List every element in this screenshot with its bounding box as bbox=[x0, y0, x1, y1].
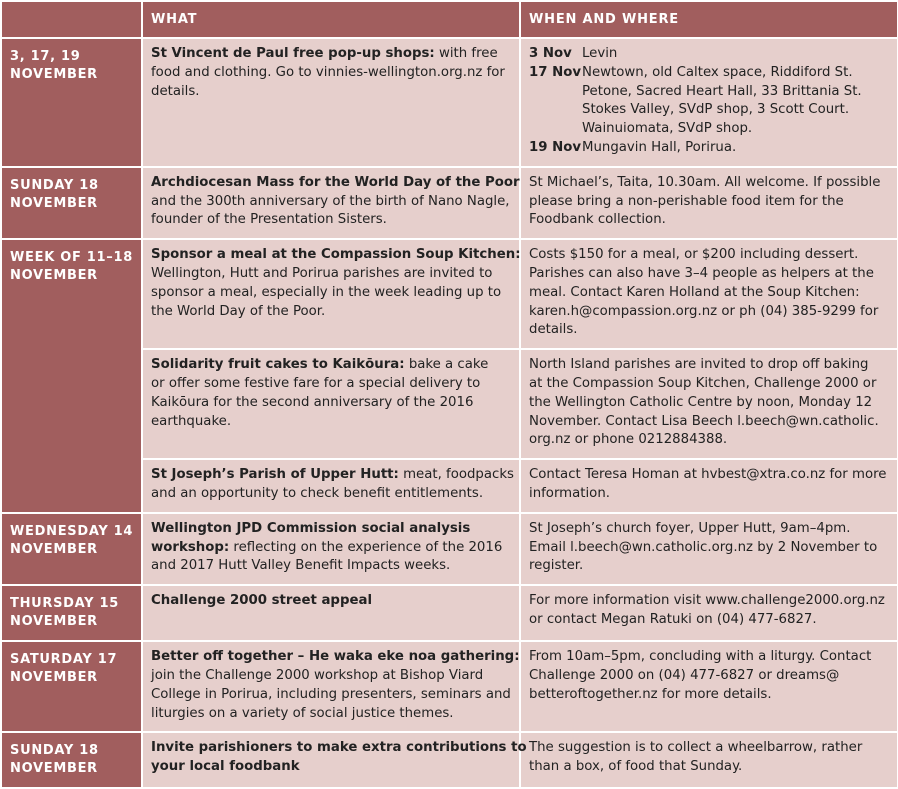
where-line: Parishes can also have 3–4 people as helpers at the bbox=[529, 265, 874, 281]
date-cell bbox=[1, 585, 142, 641]
where-cell bbox=[520, 513, 898, 585]
event-desc: food and clothing. Go to vinnies-wellington.org.nz for bbox=[151, 64, 505, 80]
where-line: or contact Megan Ratuki on (04) 477-6827. bbox=[529, 611, 817, 627]
event-desc: Kaikōura for the second anniversary of the 2016 bbox=[151, 394, 474, 410]
where-cell bbox=[520, 349, 898, 459]
where-line: Challenge 2000 on (04) 477-6827 or dreams@ bbox=[529, 667, 840, 683]
event-title: Wellington JPD Commission social analysis bbox=[151, 520, 471, 536]
schedule-list bbox=[529, 45, 889, 158]
table-row bbox=[1, 641, 898, 732]
event-desc: sponsor a meal, especially in the week leading up to bbox=[151, 284, 502, 300]
where-line: North Island parishes are invited to drop off baking bbox=[529, 357, 869, 373]
schedule-place: Stokes Valley, SVdP shop, 3 Scott Court. bbox=[582, 102, 850, 118]
date-line: NOVEMBER bbox=[10, 67, 98, 82]
date-line: SUNDAY 18 bbox=[10, 177, 99, 193]
where-line: For more information visit www.challenge2000.org.nz bbox=[529, 593, 885, 609]
where-line: From 10am–5pm, concluding with a liturgy. Contact bbox=[529, 649, 872, 665]
date-line: WEEK OF 11–18 bbox=[10, 250, 133, 266]
event-desc: reflecting on the experience of the 2016 bbox=[229, 539, 503, 555]
event-desc: and the 300th anniversary of the birth of Nano Nagle, bbox=[151, 193, 510, 209]
where-line: betteroftogether.nz for more details. bbox=[529, 686, 772, 702]
event-title: workshop: bbox=[151, 539, 230, 555]
where-cell bbox=[520, 641, 898, 732]
schedule-place: Petone, Sacred Heart Hall, 33 Brittania St. bbox=[582, 83, 862, 99]
schedule-place: Mungavin Hall, Porirua. bbox=[582, 139, 737, 155]
schedule-place: Levin bbox=[582, 46, 618, 61]
where-line: than a box, of food that Sunday. bbox=[529, 759, 743, 775]
where-line: St Michael’s, Taita, 10.30am. All welcome. If possible bbox=[529, 174, 881, 190]
event-title: St Vincent de Paul free pop-up shops: bbox=[151, 46, 435, 61]
table-row bbox=[1, 513, 898, 585]
date-line: SUNDAY 18 bbox=[10, 743, 99, 759]
table-row bbox=[1, 239, 898, 349]
event-title: Sponsor a meal at the Compassion Soup Kitchen: bbox=[151, 247, 521, 263]
date-line: NOVEMBER bbox=[10, 614, 98, 630]
where-line: Contact Teresa Homan at hvbest@xtra.co.nz for more bbox=[529, 467, 887, 483]
where-line: register. bbox=[529, 558, 584, 574]
where-cell bbox=[520, 585, 898, 641]
where-line: details. bbox=[529, 322, 578, 338]
where-line: the Wellington Catholic Centre by noon, Monday 12 bbox=[529, 394, 873, 410]
date-cell bbox=[1, 513, 142, 585]
where-line: Email l.beech@wn.catholic.org.nz by 2 November to bbox=[529, 539, 878, 555]
table-row bbox=[1, 167, 898, 239]
where-line: meal. Contact Karen Holland at the Soup Kitchen: bbox=[529, 284, 860, 300]
where-cell bbox=[520, 239, 898, 349]
date-line: WEDNESDAY 14 bbox=[10, 523, 134, 539]
where-cell bbox=[520, 459, 898, 513]
header-what: WHAT bbox=[142, 1, 520, 38]
date-line: SATURDAY 17 bbox=[10, 652, 118, 668]
what-cell bbox=[142, 641, 520, 732]
date-line: NOVEMBER bbox=[10, 195, 98, 211]
event-desc: earthquake. bbox=[151, 413, 232, 429]
date-line: NOVEMBER bbox=[10, 670, 98, 686]
event-desc: and an opportunity to check benefit entitlements. bbox=[151, 485, 484, 501]
event-desc: bake a cake bbox=[404, 357, 489, 373]
event-desc: Wellington, Hutt and Porirua parishes are invited to bbox=[151, 265, 493, 281]
event-title: Challenge 2000 street appeal bbox=[151, 593, 373, 609]
schedule-place: Newtown, old Caltex space, Riddiford St. bbox=[582, 64, 853, 80]
what-cell bbox=[142, 732, 527, 788]
where-line: Foodbank collection. bbox=[529, 212, 666, 228]
header-when-where: WHEN AND WHERE bbox=[520, 1, 898, 38]
date-line: NOVEMBER bbox=[10, 541, 98, 557]
event-desc: details. bbox=[151, 83, 200, 99]
schedule-day: 3 Nov bbox=[529, 46, 572, 61]
event-desc: with free bbox=[434, 46, 498, 61]
event-desc: the World Day of the Poor. bbox=[151, 303, 326, 319]
schedule-day: 17 Nov bbox=[529, 64, 582, 80]
date-cell bbox=[1, 732, 142, 788]
date-line: NOVEMBER bbox=[10, 268, 98, 284]
date-cell bbox=[1, 641, 142, 732]
schedule-day bbox=[529, 101, 582, 120]
event-desc: and 2017 Hutt Valley Benefit Impacts weeks. bbox=[151, 558, 451, 574]
where-line: information. bbox=[529, 485, 610, 501]
event-desc: or offer some festive fare for a special delivery to bbox=[151, 375, 481, 391]
table-row bbox=[1, 585, 898, 641]
what-cell bbox=[142, 585, 520, 641]
schedule-day bbox=[529, 83, 582, 102]
where-cell bbox=[520, 732, 898, 788]
schedule-day: 19 Nov bbox=[529, 139, 582, 155]
where-line: St Joseph’s church foyer, Upper Hutt, 9am–4pm. bbox=[529, 520, 851, 536]
where-cell bbox=[520, 167, 898, 239]
what-cell bbox=[142, 167, 520, 239]
schedule-place: Wainuiomata, SVdP shop. bbox=[582, 121, 753, 137]
event-title: St Joseph’s Parish of Upper Hutt: bbox=[151, 467, 399, 483]
where-line: karen.h@compassion.org.nz or ph (04) 385-9299 for bbox=[529, 303, 879, 319]
event-title: Solidarity fruit cakes to Kaikōura: bbox=[151, 357, 405, 373]
date-line: 3, 17, 19 bbox=[10, 49, 81, 64]
schedule-day bbox=[529, 120, 582, 139]
date-cell bbox=[1, 239, 142, 513]
date-line: NOVEMBER bbox=[10, 761, 98, 777]
where-line: The suggestion is to collect a wheelbarrow, rather bbox=[529, 740, 863, 756]
table-row bbox=[1, 732, 898, 788]
event-desc: meat, foodpacks bbox=[398, 467, 514, 483]
date-cell bbox=[1, 38, 142, 167]
what-cell bbox=[142, 459, 520, 513]
header-date bbox=[1, 1, 142, 38]
event-title: your local foodbank bbox=[151, 759, 300, 775]
where-line: org.nz or phone 0212884388. bbox=[529, 432, 728, 448]
event-desc: liturgies on a variety of social justice themes. bbox=[151, 705, 454, 721]
where-line: November. Contact Lisa Beech l.beech@wn.catholic. bbox=[529, 413, 879, 429]
what-cell bbox=[142, 239, 520, 349]
what-cell bbox=[142, 38, 520, 167]
what-cell bbox=[142, 513, 520, 585]
event-desc: College in Porirua, including presenters, seminars and bbox=[151, 686, 511, 702]
event-title: Archdiocesan Mass for the World Day of the Poor bbox=[151, 174, 520, 190]
table-row bbox=[1, 38, 898, 167]
date-line: THURSDAY 15 bbox=[10, 596, 120, 612]
date-cell bbox=[1, 167, 142, 239]
where-line: at the Compassion Soup Kitchen, Challenge 2000 or bbox=[529, 375, 877, 391]
event-desc: founder of the Presentation Sisters. bbox=[151, 212, 387, 228]
event-title: Better off together – He waka eke noa gathering: bbox=[151, 649, 520, 665]
where-cell bbox=[520, 38, 898, 167]
where-line: please bring a non-perishable food item for the bbox=[529, 193, 844, 209]
table-header-row bbox=[1, 1, 898, 38]
event-title: Invite parishioners to make extra contributions to bbox=[151, 740, 527, 756]
where-line: Costs $150 for a meal, or $200 including dessert. bbox=[529, 247, 859, 263]
event-desc: join the Challenge 2000 workshop at Bishop Viard bbox=[151, 667, 484, 683]
what-cell bbox=[142, 349, 520, 459]
